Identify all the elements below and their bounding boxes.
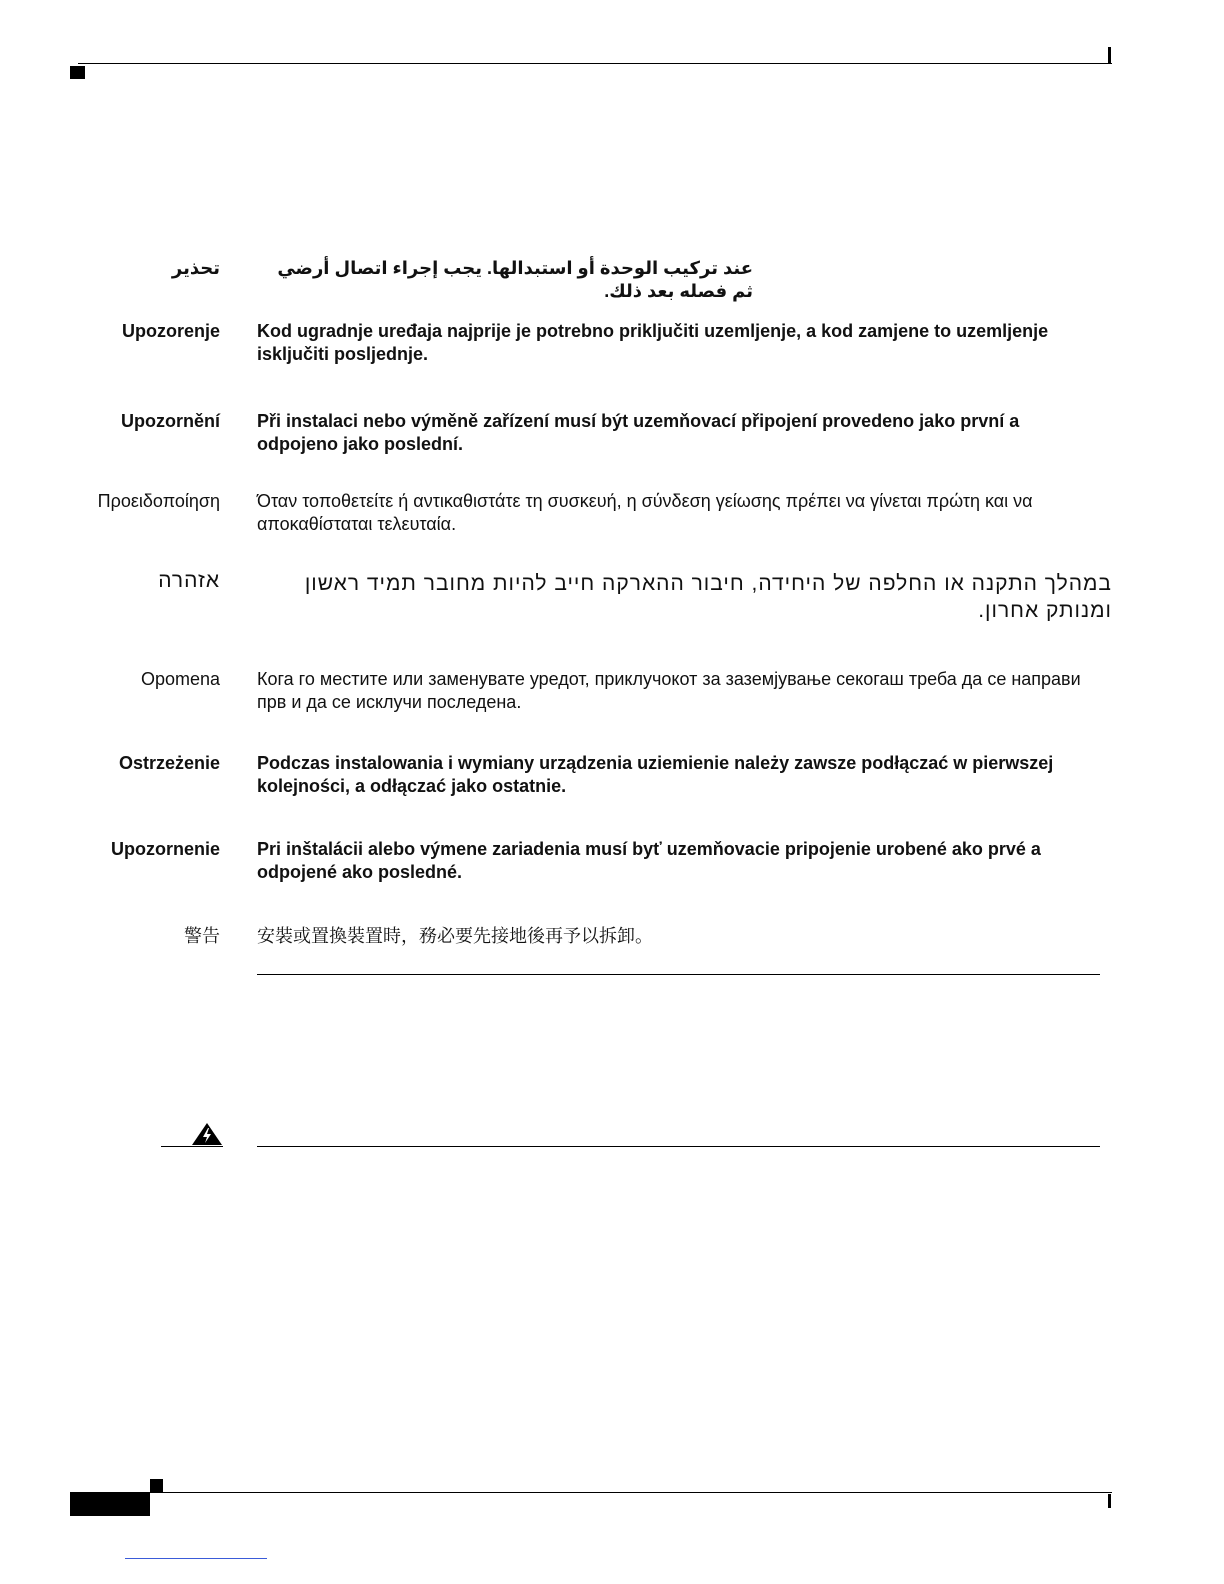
warning-rule [257, 1146, 1100, 1147]
warning-text: Кога го местите или заменувате уредот, приклучокот за заземјување секогаш треба да се направи прв и да се исклучи последена. [257, 669, 1081, 712]
warning-label: Ostrzeżenie [118, 753, 220, 773]
footer-link-underline[interactable] [125, 1558, 267, 1559]
footer-bar [70, 1492, 150, 1516]
warning-text: Podczas instalowania i wymiany urządzenia uziemienie należy zawsze podłączać w pierwszej kolejności, a odłączać jako ostatnie. [257, 753, 1054, 796]
warning-text: Kod ugradnje uređaja najprije je potrebno priključiti uzemljenje, a kod zamjene to uzemljenje isključiti posljednje. [257, 321, 1049, 364]
warning-icon-underline [161, 1146, 223, 1147]
warning-label: Opomena [140, 669, 220, 689]
warning-text: 安裝或置換裝置時，務必要先接地後再予以拆卸。 [257, 926, 653, 946]
section-end-rule [257, 974, 1100, 975]
warning-label: אזהרה [158, 569, 220, 592]
warning-label: Upozornenie [110, 839, 220, 859]
footer-tick [1108, 1494, 1111, 1508]
warning-text: במהלך התקנה או החלפה של היחידה, חיבור ההארקה חייב להיות מחובר תמיד ראשון ומנותק אחרון. [304, 572, 1112, 622]
warning-triangle-icon [191, 1122, 223, 1146]
footer-marker [150, 1479, 163, 1492]
warning-label: Προειδοποίηση [97, 491, 220, 511]
warning-text: Όταν τοποθετείτε ή αντικαθιστάτε τη συσκευή, η σύνδεση γείωσης πρέπει να γίνεται πρώτη και να αποκαθίσταται τελευταία. [257, 491, 1033, 534]
header-tick [1108, 47, 1111, 63]
warning-text: Při instalaci nebo výměně zařízení musí být uzemňovací připojení provedeno jako první a odpojeno jako poslední. [257, 411, 1020, 454]
warning-label: تحذير [171, 258, 220, 278]
header-marker [70, 66, 85, 79]
warning-text: عند تركيب الوحدة أو استبدالها. يجب إجراء اتصال أرضي ثم فصله بعد ذلك. [277, 258, 753, 301]
warning-label: Upozornění [121, 411, 220, 431]
warning-text: Pri inštalácii alebo výmene zariadenia musí byť uzemňovacie pripojenie urobené ako prvé a odpojené ako posledné. [257, 839, 1041, 882]
warning-label: 警告 [184, 926, 220, 946]
warning-label: Upozorenje [121, 321, 220, 341]
footer-rule [150, 1492, 1112, 1493]
header-rule [78, 63, 1112, 64]
